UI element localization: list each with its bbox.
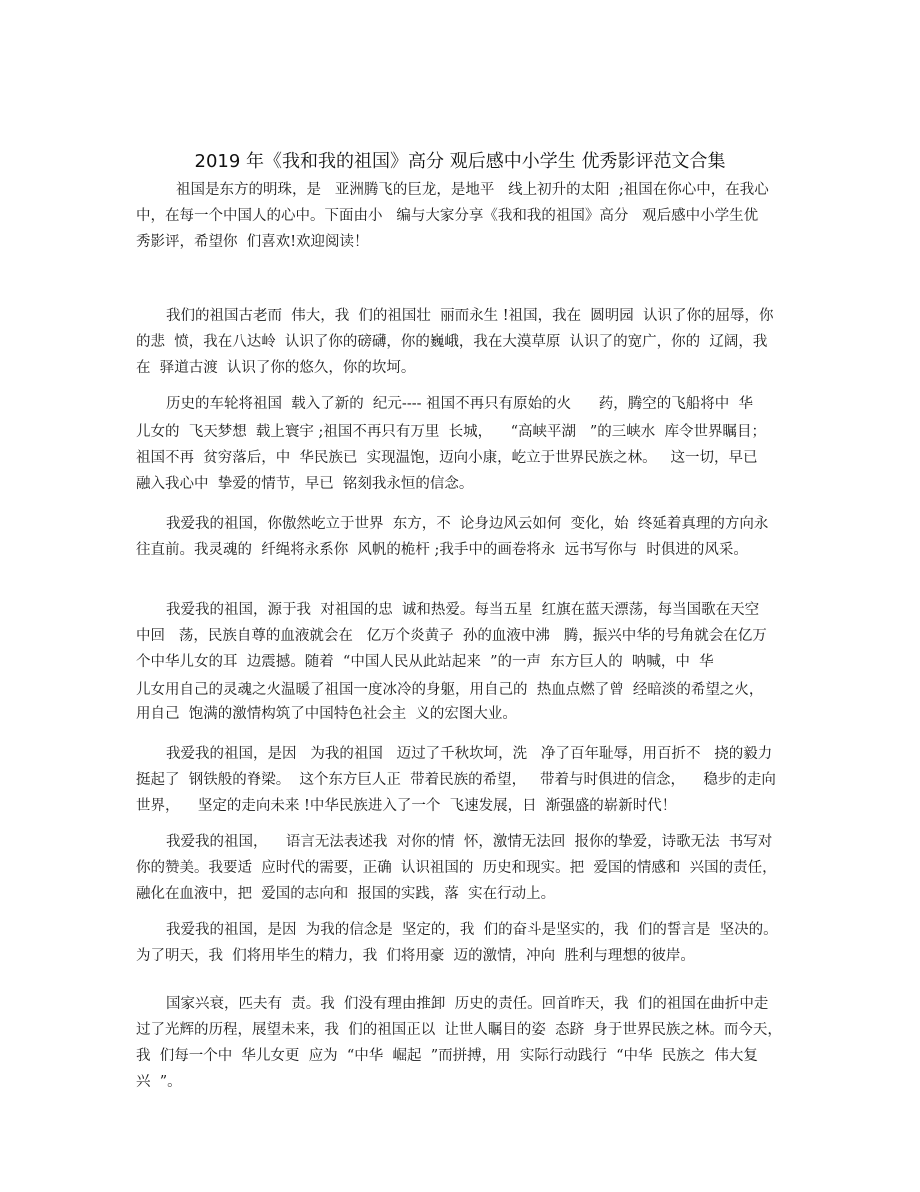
page-title: 2019 年《我和我的祖国》高分 观后感中小学生 优秀影评范文合集 xyxy=(194,151,726,172)
text-line: 祖国不再 贫穷落后，中 华民族已 实现温饱，迈向小康，屹立于世界民族之林。 这一切，早已 xyxy=(136,450,758,466)
text-line: 兴 ”。 xyxy=(136,1074,182,1090)
text-line: 儿女用自己的灵魂之火温暖了祖国一度冰冷的身躯，用自己的 热血点燃了曾 经暗淡的希望之火， xyxy=(136,682,764,698)
text-line: 我爱我的祖国， 语言无法表述我 对你的情 怀，激情无法回 报你的挚爱，诗歌无法 书写对 xyxy=(166,834,773,850)
text-line: 的悲 愤，我在八达岭 认识了你的磅礴，你的巍峨，我在大漠草原 认识了的宽广，你的 辽阔，我 xyxy=(136,334,768,350)
text-line: 中，在每一个中国人的心中。下面由小 编与大家分享《我和我的祖国》高分 观后感中小学生优 xyxy=(136,208,759,224)
text-line: 我们的祖国古老而 伟大，我 们的祖国壮 丽而永生 !祖国，我在 圆明园 认识了你的屈辱，你 xyxy=(166,308,774,324)
text-line: 中回 荡，民族自尊的血液就会在 亿万个炎黄子 孙的血液中沸 腾，振兴中华的号角就会在亿万 xyxy=(136,628,767,644)
text-line: 用自己 饱满的激情构筑了中国特色社会主 义的宏图大业。 xyxy=(136,706,517,722)
text-line: 往直前。我灵魂的 纤绳将永系你 风帆的桅杆 ;我手中的画卷将永 远书写你与 时俱进的风采。 xyxy=(136,542,748,558)
text-line: 融化在血液中，把 爱国的志向和 报国的实践，落 实在行动上。 xyxy=(136,886,556,902)
text-line: 儿女的 飞天梦想 载上寰宇 ;祖国不再只有万里 长城， “高峡平湖 ”的三峡水 库令世界瞩目； xyxy=(136,424,766,440)
text-line: 过了光辉的历程，展望未来，我 们的祖国正以 让世人瞩目的姿 态跻 身于世界民族之林。而今天， xyxy=(136,1022,782,1038)
text-line: 我爱我的祖国，源于我 对祖国的忠 诚和热爱。每当五星 红旗在蓝天漂荡，每当国歌在天空 xyxy=(166,602,760,618)
text-line: 个中华儿女的耳 边震撼。随着 “中国人民从此站起来 ”的一声 东方巨人的 呐喊，中 华 xyxy=(136,654,714,670)
text-line: 为了明天，我 们将用毕生的精力，我 们将用豪 迈的激情，冲向 胜利与理想的彼岸。 xyxy=(136,948,695,964)
text-line: 我 们每一个中 华儿女更 应为 “中华 崛起 ”而拼搏，用 实际行动践行 “中华 民族之 伟大复 xyxy=(136,1048,758,1064)
text-line: 我爱我的祖国，是因 为我的信念是 坚定的，我 们的奋斗是坚实的，我 们的誓言是 坚决的。 xyxy=(166,922,778,938)
text-line: 在 驿道古渡 认识了你的悠久，你的坎坷。 xyxy=(136,360,416,376)
text-line: 挺起了 钢铁般的脊梁。 这个东方巨人正 带着民族的希望， 带着与时俱进的信念， 稳步的走向 xyxy=(136,772,776,788)
text-line: 国家兴衰，匹夫有 责。我 们没有理由推卸 历史的责任。回首昨天，我 们的祖国在曲折中走 xyxy=(166,996,769,1012)
text-line: 秀影评，希望你 们喜欢!欢迎阅读！ xyxy=(136,234,369,250)
text-line: 历史的车轮将祖国 载入了新的 纪元---- 祖国不再只有原始的火 药，腾空的飞船将中 华 xyxy=(166,396,754,412)
text-line: 祖国是东方的明珠，是 亚洲腾飞的巨龙，是地平 线上初升的太阳 ;祖国在你心中，在我心 xyxy=(176,182,769,198)
text-line: 你的赞美。我要适 应时代的需要，正确 认识祖国的 历史和现实。把 爱国的情感和 兴国的责任， xyxy=(136,860,777,876)
text-line: 我爱我的祖国，是因 为我的祖国 迈过了千秋坎坷，洗 净了百年耻辱，用百折不 挠的毅力 xyxy=(166,746,773,762)
text-line: 世界， 坚定的走向未来 !中华民族进入了一个 飞速发展，日 渐强盛的崭新时代！ xyxy=(136,798,677,814)
text-line: 我爱我的祖国，你傲然屹立于世界 东方，不 论身边风云如何 变化，始 终延着真理的方向永 xyxy=(166,516,769,532)
text-line: 融入我心中 挚爱的情节，早已 铭刻我永恒的信念。 xyxy=(136,476,474,492)
